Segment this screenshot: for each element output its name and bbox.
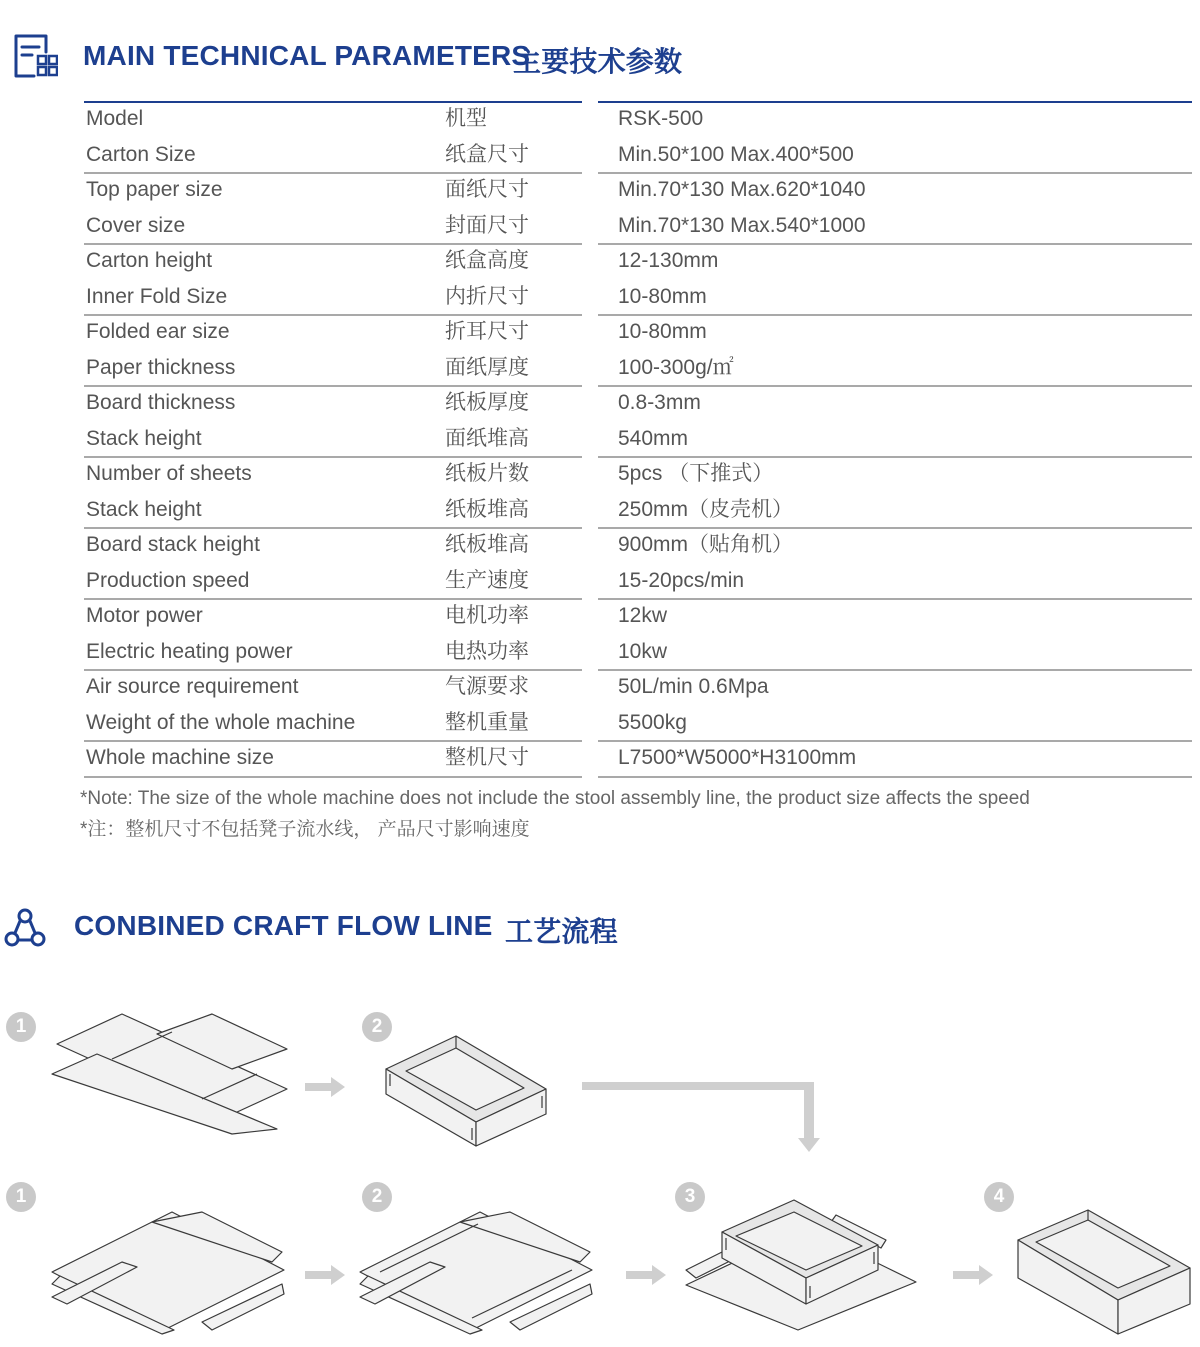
table-row-divider — [84, 385, 582, 387]
param-label-cn: 折耳尺寸 — [445, 320, 529, 343]
table-row-divider — [84, 669, 582, 671]
box-on-sheet-diagram — [686, 1200, 918, 1332]
param-value: L7500*W5000*H3100mm — [618, 746, 857, 769]
param-value: 12kw — [618, 604, 668, 627]
flat-sheet-folded-diagram — [360, 1212, 595, 1337]
step-badge: 3 — [675, 1182, 705, 1212]
step-badge: 1 — [6, 1012, 36, 1042]
step-badge: 4 — [984, 1182, 1014, 1212]
params-title-en: MAIN TECHNICAL PARAMETERS — [83, 40, 531, 71]
param-value: 15-20pcs/min — [618, 568, 745, 592]
param-label-cn: 生产速度 — [445, 568, 529, 592]
arrow-right — [305, 1077, 345, 1097]
table-row-divider — [84, 172, 582, 174]
arrow-right — [953, 1265, 993, 1285]
param-label-en: Board thickness — [86, 391, 236, 414]
param-value: 540mm — [618, 426, 689, 450]
params-title-cn: 主要技术参数 — [513, 46, 683, 77]
table-row-divider — [598, 456, 1192, 458]
param-value: Min.50*100 Max.400*500 — [618, 142, 854, 166]
flat-sheet-diagram — [52, 1014, 287, 1134]
arrow-right — [626, 1265, 666, 1285]
flat-sheet-flaps-diagram — [52, 1212, 287, 1337]
param-label-cn: 气源要求 — [445, 675, 529, 698]
param-label-en: Folded ear size — [86, 320, 230, 343]
note-cn: *注：整机尺寸不包括凳子流水线， 产品尺寸影响速度 — [80, 819, 530, 840]
param-value: 250mm（皮壳机） — [618, 497, 794, 521]
param-label-en: Stack height — [86, 497, 202, 521]
table-row-divider — [84, 527, 582, 529]
step-badge: 2 — [362, 1182, 392, 1212]
arrow-right — [305, 1265, 345, 1285]
connector-arrow-down — [582, 1082, 822, 1154]
table-row-divider — [598, 172, 1192, 174]
table-row-divider — [84, 776, 582, 778]
step-badge: 1 — [6, 1182, 36, 1212]
table-row-divider — [598, 385, 1192, 387]
table-row-divider — [598, 243, 1192, 245]
table-row-divider — [598, 669, 1192, 671]
param-label-cn: 纸板堆高 — [445, 497, 529, 521]
table-row-divider — [84, 456, 582, 458]
param-value: 10kw — [618, 639, 668, 663]
param-label-cn: 内折尺寸 — [445, 284, 529, 308]
finished-box-diagram — [1016, 1208, 1192, 1336]
param-label-en: Motor power — [86, 604, 203, 627]
flow-network-icon — [4, 908, 46, 948]
param-label-en: Board stack height — [86, 533, 260, 556]
table-top-rule-left — [84, 101, 582, 103]
param-label-en: Stack height — [86, 426, 202, 450]
param-label-cn: 面纸厚度 — [445, 355, 529, 379]
table-top-rule-right — [598, 101, 1192, 103]
flow-title-en: CONBINED CRAFT FLOW LINE — [74, 910, 493, 941]
param-value: Min.70*130 Max.620*1040 — [618, 178, 866, 201]
param-value: 12-130mm — [618, 249, 719, 272]
param-label-cn: 封面尺寸 — [445, 213, 529, 237]
param-value: Min.70*130 Max.540*1000 — [618, 213, 866, 237]
param-label-cn: 电机功率 — [445, 604, 529, 627]
param-label-cn: 面纸堆高 — [445, 426, 529, 450]
param-label-cn: 纸板厚度 — [445, 391, 529, 414]
table-row-divider — [598, 740, 1192, 742]
note-en: *Note: The size of the whole machine does not include the stool assembly line, the product size affects the speed — [80, 788, 1030, 809]
param-value: 50L/min 0.6Mpa — [618, 675, 769, 698]
param-label-cn: 纸板片数 — [445, 462, 529, 485]
param-label-en: Carton Size — [86, 142, 196, 166]
table-row-divider — [84, 598, 582, 600]
param-label-cn: 纸盒高度 — [445, 249, 529, 272]
param-label-en: Electric heating power — [86, 639, 293, 663]
param-value: 10-80mm — [618, 284, 707, 308]
param-label-cn: 整机重量 — [445, 710, 529, 734]
table-row-divider — [598, 598, 1192, 600]
param-label-en: Cover size — [86, 213, 186, 237]
param-value: 10-80mm — [618, 320, 707, 343]
param-value: RSK-500 — [618, 107, 704, 130]
param-label-cn: 整机尺寸 — [445, 746, 529, 769]
param-value: 0.8-3mm — [618, 391, 701, 414]
param-value: 900mm（贴角机） — [618, 533, 794, 556]
param-label-cn: 纸盒尺寸 — [445, 142, 529, 166]
spec-sheet-icon — [12, 32, 58, 80]
param-label-cn: 机型 — [445, 107, 487, 130]
param-value: 5pcs （下推式） — [618, 462, 774, 485]
open-box-diagram — [384, 1034, 549, 1149]
flow-title-cn: 工艺流程 — [505, 916, 618, 947]
param-label-en: Weight of the whole machine — [86, 710, 356, 734]
table-row-divider — [598, 527, 1192, 529]
param-label-en: Paper thickness — [86, 355, 236, 379]
param-label-en: Carton height — [86, 249, 213, 272]
table-row-divider — [84, 243, 582, 245]
table-row-divider — [598, 776, 1192, 778]
param-label-en: Number of sheets — [86, 462, 252, 485]
step-badge: 2 — [362, 1012, 392, 1042]
table-row-divider — [84, 740, 582, 742]
param-label-en: Whole machine size — [86, 746, 274, 769]
param-value: 5500kg — [618, 710, 687, 734]
table-row-divider — [84, 314, 582, 316]
param-label-cn: 面纸尺寸 — [445, 178, 529, 201]
param-value: 100-300g/㎡ — [618, 355, 734, 379]
table-row-divider — [598, 314, 1192, 316]
param-label-en: Production speed — [86, 568, 250, 592]
param-label-en: Top paper size — [86, 178, 223, 201]
param-label-en: Model — [86, 107, 144, 130]
param-label-en: Air source requirement — [86, 675, 299, 698]
param-label-en: Inner Fold Size — [86, 284, 228, 308]
param-label-cn: 纸板堆高 — [445, 533, 529, 556]
param-label-cn: 电热功率 — [445, 639, 529, 663]
